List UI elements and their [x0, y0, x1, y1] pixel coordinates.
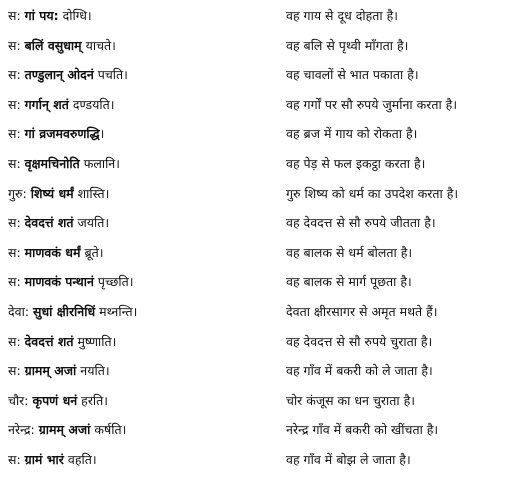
sanskrit-plain-words: फलानि।	[79, 156, 120, 171]
sanskrit-sentence	[8, 120, 276, 147]
table-row	[0, 239, 529, 266]
table-row	[0, 387, 529, 414]
sanskrit-sentence	[8, 150, 276, 177]
sanskrit-bold-words: माणवकं धर्मं	[24, 244, 81, 260]
sanskrit-bold-words: देवदत्तं शतं	[24, 333, 74, 349]
hindi-translation: वह देवदत्त से सौ रुपये चुराता है।	[286, 333, 433, 349]
sanskrit-plain-words: नयति।	[76, 363, 110, 379]
sanskrit-bold-words: गां पय:	[24, 8, 59, 23]
sanskrit-bold-words: गर्गान् शतं	[24, 96, 69, 112]
sanskrit-plain-words: पचति।	[93, 67, 128, 83]
table-row	[0, 416, 529, 443]
hindi-translation: वह गाँव में बोझ ले जाता है।	[286, 452, 411, 467]
table-row	[0, 298, 529, 325]
hindi-translation: वह बलि से पृथ्वी माँगता है।	[286, 37, 409, 53]
sanskrit-plain-words: दोग्धि।	[58, 8, 92, 23]
hindi-translation: वह गाय से दूध दोहता है।	[286, 8, 399, 23]
hindi-translation: देवता क्षीरसागर से अमृत मथते हैं।	[286, 304, 438, 319]
sanskrit-bold-words: माणवकं पन्थानं	[24, 274, 94, 290]
sanskrit-plain-words: स:	[8, 96, 25, 112]
sanskrit-plain-words: स:	[8, 156, 25, 171]
table-row	[0, 2, 529, 29]
hindi-translation: वह चावलों से भात पकाता है।	[286, 67, 419, 83]
table-row	[0, 32, 529, 59]
table-row	[0, 120, 529, 147]
sanskrit-sentence	[8, 387, 276, 414]
sanskrit-plain-words: स:	[8, 244, 25, 260]
sanskrit-bold-words: शिष्यं धर्मं	[30, 185, 74, 201]
sanskrit-plain-words: हरति।	[77, 392, 109, 408]
sanskrit-sentence	[8, 328, 276, 355]
sanskrit-plain-words: देवा:	[8, 304, 34, 319]
sanskrit-sentence	[8, 2, 276, 29]
hindi-translation: वह गाँव में बकरी को ले जाता है।	[286, 363, 433, 379]
sanskrit-sentence	[8, 357, 276, 384]
sanskrit-plain-words: चौर:	[8, 392, 33, 408]
sanskrit-sentence	[8, 61, 276, 88]
sanskrit-plain-words: स:	[8, 8, 25, 23]
sanskrit-sentence	[8, 446, 276, 473]
sanskrit-plain-words: गुरु:	[8, 185, 31, 201]
table-row	[0, 150, 529, 177]
sanskrit-plain-words: वहति।	[63, 452, 97, 467]
sanskrit-bold-words: ग्रामम् अजां	[24, 363, 77, 379]
sanskrit-sentence	[8, 268, 276, 295]
table-row	[0, 268, 529, 295]
hindi-translation: नरेन्द्र गाँव में बकरी को खींचता है।	[286, 422, 439, 438]
sanskrit-plain-words: ।	[99, 126, 105, 142]
sanskrit-plain-words: स:	[8, 37, 25, 53]
sanskrit-sentence	[8, 32, 276, 59]
sanskrit-plain-words: जयति।	[73, 215, 110, 231]
hindi-translation: गुरु शिष्य को धर्म का उपदेश करता है।	[286, 185, 459, 201]
sanskrit-bold-words: सुधां क्षीरनिधिं	[33, 304, 96, 319]
sanskrit-bold-words: तण्डुलान् ओदनं	[24, 67, 94, 83]
sanskrit-plain-words: स:	[8, 363, 25, 379]
sanskrit-plain-words: मुष्णाति।	[73, 333, 117, 349]
table-row	[0, 91, 529, 118]
hindi-translation: वह पेड़ से फल इकट्ठा करता है।	[286, 156, 426, 171]
sanskrit-bold-words: कृपणं धनं	[32, 392, 78, 408]
sanskrit-plain-words: शास्ति।	[73, 185, 110, 201]
sanskrit-sentence	[8, 239, 276, 266]
sanskrit-plain-words: मथ्नन्ति।	[95, 304, 138, 319]
sanskrit-plain-words: पृच्छति।	[93, 274, 134, 290]
sanskrit-bold-words: ग्रामम् अजां	[38, 422, 91, 438]
hindi-translation: वह गर्गों पर सौ रुपये जुर्माना करता है।	[286, 96, 458, 112]
sanskrit-sentence	[8, 416, 276, 443]
sanskrit-bold-words: देवदत्तं शतं	[24, 215, 74, 231]
sanskrit-sentence	[8, 91, 276, 118]
hindi-translation: चोर कंजूस का धन चुराता है।	[286, 392, 415, 408]
sanskrit-plain-words: स:	[8, 67, 25, 83]
sanskrit-bold-words: ग्रामं भारं	[24, 452, 64, 467]
hindi-translation: वह देवदत्त से सौ रुपये जीतता है।	[286, 215, 436, 231]
sanskrit-plain-words: स:	[8, 452, 25, 467]
table-row	[0, 357, 529, 384]
sanskrit-plain-words: याचते।	[81, 37, 116, 53]
sanskrit-bold-words: गां व्रजमवरुणद्धि	[24, 126, 100, 142]
table-row	[0, 180, 529, 207]
sanskrit-sentence	[8, 209, 276, 236]
sanskrit-plain-words: स:	[8, 215, 25, 231]
sanskrit-plain-words: दण्डयति।	[68, 96, 115, 112]
table-row	[0, 446, 529, 473]
sanskrit-plain-words: कर्षति।	[90, 422, 127, 438]
sanskrit-sentence	[8, 180, 276, 207]
hindi-translation: वह बालक से धर्म बोलता है।	[286, 244, 413, 260]
sanskrit-plain-words: स:	[8, 274, 25, 290]
sanskrit-bold-words: वृक्षमचिनोति	[24, 156, 80, 171]
table-row	[0, 209, 529, 236]
table-row	[0, 328, 529, 355]
sanskrit-plain-words: स:	[8, 333, 25, 349]
hindi-translation: वह बालक से मार्ग पूछता है।	[286, 274, 412, 290]
sanskrit-plain-words: स:	[8, 126, 25, 142]
sanskrit-plain-words: ब्रूते।	[80, 244, 104, 260]
sanskrit-plain-words: नरेन्द्र:	[8, 422, 39, 438]
sanskrit-sentence	[8, 298, 276, 325]
hindi-translation: वह ब्रज में गाय को रोकता है।	[286, 126, 418, 142]
table-row	[0, 61, 529, 88]
sanskrit-bold-words: बलिं वसुधाम्	[24, 37, 82, 53]
